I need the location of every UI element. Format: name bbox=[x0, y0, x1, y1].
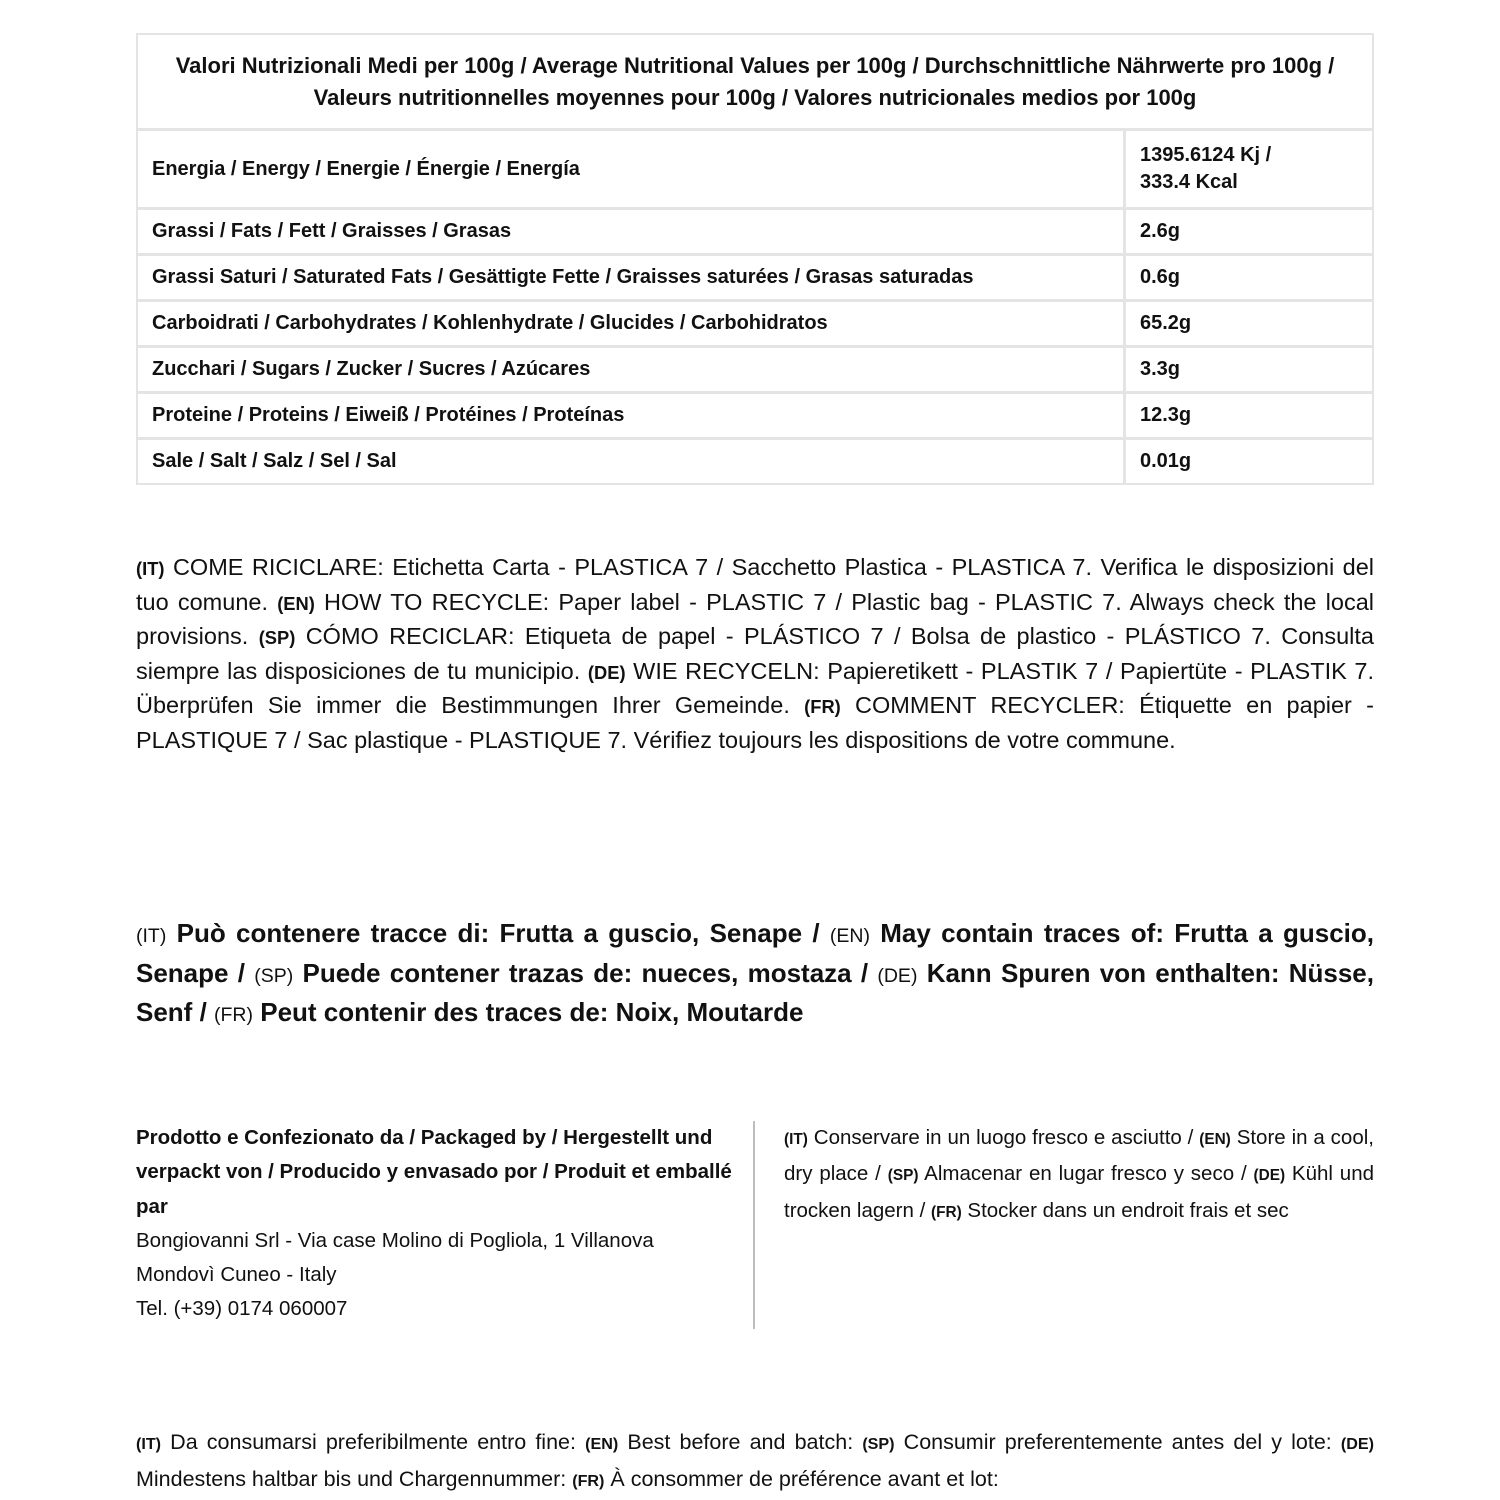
recycle-text-en: HOW TO RECYCLE: Paper label - PLASTIC 7 / Plastic bag - PLASTIC 7. Always check the local provisions. bbox=[136, 588, 1375, 649]
allergen-text-fr: Peut contenir des traces de: Noix, Moutarde bbox=[253, 997, 804, 1027]
lang-tag-sp: (SP) bbox=[254, 964, 294, 987]
nutrient-value: 3.3g bbox=[1125, 347, 1374, 393]
table-row-saturated-fats bbox=[137, 255, 1373, 301]
lang-tag-de: (DE) bbox=[587, 661, 626, 683]
lang-tag-de: (DE) bbox=[1340, 1435, 1374, 1453]
allergen-text-sp: Puede contener trazas de: nueces, mostaza / bbox=[293, 957, 878, 988]
producer-heading: Prodotto e Confezionato da / Packaged by / Hergestellt und verpackt von / Producido y envasado por / Produit et emballé par bbox=[136, 1126, 732, 1218]
recycle-text-fr: COMMENT RECYCLER: Étiquette en papier - PLASTIQUE 7 / Sac plastique - PLASTIQUE 7. Vérifiez toujours les dispositions de votre commune. bbox=[136, 692, 1374, 753]
storage-text-en: Store in a cool, dry place / bbox=[784, 1126, 1374, 1186]
lang-tag-en: (EN) bbox=[1199, 1131, 1231, 1148]
producer-phone: Tel. (+39) 0174 060007 bbox=[136, 1297, 348, 1321]
nutrient-label: Zucchari / Sugars / Zucker / Sucres / Azúcares bbox=[137, 347, 1125, 393]
lang-tag-en: (EN) bbox=[277, 592, 315, 614]
lang-tag-it: (IT) bbox=[136, 925, 167, 947]
storage-text-de: Kühl und trocken lagern / bbox=[784, 1162, 1374, 1222]
storage-instructions bbox=[784, 1121, 1374, 1230]
allergen-text-de: Kann Spuren von enthalten: Nüsse, Senf / bbox=[136, 957, 1374, 1027]
lang-tag-sp: (SP) bbox=[887, 1167, 919, 1185]
lang-tag-fr: (FR) bbox=[931, 1203, 962, 1221]
lang-tag-de: (DE) bbox=[877, 964, 918, 987]
best-before-notice bbox=[136, 1425, 1374, 1498]
nutrient-value: 0.01g bbox=[1125, 439, 1374, 485]
lang-tag-fr: (FR) bbox=[804, 696, 841, 717]
lang-tag-it: (IT) bbox=[136, 558, 165, 579]
best-before-text-it: Da consumarsi preferibilmente entro fine: bbox=[161, 1430, 586, 1454]
nutrient-value: 2.6g bbox=[1125, 209, 1374, 255]
energy-kcal: 333.4 Kcal bbox=[1140, 171, 1238, 193]
nutrient-value bbox=[1125, 130, 1374, 209]
recycling-instructions bbox=[136, 551, 1374, 757]
allergen-text-it: Può contenere tracce di: Frutta a guscio, Senape / bbox=[166, 918, 830, 948]
table-row-carbohydrates bbox=[137, 301, 1373, 347]
recycle-text-sp: CÓMO RECICLAR: Etiqueta de papel - PLÁSTICO 7 / Bolsa de plastico - PLÁSTICO 7. Consulta siempre las disposiciones de tu municipio. bbox=[136, 623, 1374, 684]
nutrient-label: Proteine / Proteins / Eiweiß / Protéines / Proteínas bbox=[137, 393, 1125, 439]
table-row-energy bbox=[137, 130, 1373, 209]
allergen-warning bbox=[136, 915, 1374, 1034]
nutrition-table-header: Valori Nutrizionali Medi per 100g / Average Nutritional Values per 100g / Durchschnittliche Nährwerte pro 100g / Valeurs nutritionnelles moyennes pour 100g / Valores nutricionales medios por 100g bbox=[137, 34, 1373, 130]
best-before-text-en: Best before and batch: bbox=[618, 1430, 863, 1454]
best-before-text-fr: À consommer de préférence avant et lot: bbox=[604, 1466, 999, 1491]
nutrient-value: 65.2g bbox=[1125, 301, 1374, 347]
nutrient-label: Sale / Salt / Salz / Sel / Sal bbox=[137, 439, 1125, 485]
lang-tag-en: (EN) bbox=[829, 925, 870, 947]
storage-text-sp: Almacenar en lugar fresco y seco / bbox=[918, 1162, 1254, 1186]
nutrient-label: Energia / Energy / Energie / Énergie / Energía bbox=[137, 130, 1125, 209]
energy-kj: 1395.6124 Kj / bbox=[1140, 144, 1272, 166]
lang-tag-fr: (FR) bbox=[572, 1471, 605, 1490]
table-row-proteins bbox=[137, 393, 1373, 439]
lang-tag-it: (IT) bbox=[784, 1131, 808, 1148]
producer-address: Bongiovanni Srl - Via case Molino di Pogliola, 1 Villanova Mondovì Cuneo - Italy bbox=[136, 1228, 654, 1287]
recycle-text-de: WIE RECYCELN: Papieretikett - PLASTIK 7 / Papiertüte - PLASTIK 7. Überprüfen Sie immer die Bestimmungen Ihrer Gemeinde. bbox=[136, 657, 1374, 718]
storage-text-it: Conservare in un luogo fresco e asciutto / bbox=[807, 1126, 1200, 1149]
label-page bbox=[136, 33, 1375, 1491]
table-row-fats bbox=[137, 209, 1373, 255]
column-divider bbox=[753, 1121, 755, 1329]
table-row-salt bbox=[137, 439, 1373, 485]
nutrient-label: Carboidrati / Carbohydrates / Kohlenhydrate / Glucides / Carbohidratos bbox=[137, 301, 1125, 347]
lang-tag-it: (IT) bbox=[136, 1435, 162, 1453]
lang-tag-en: (EN) bbox=[585, 1435, 619, 1453]
lang-tag-de: (DE) bbox=[1253, 1167, 1286, 1185]
nutrient-label: Grassi Saturi / Saturated Fats / Gesättigte Fette / Graisses saturées / Grasas saturadas bbox=[137, 255, 1125, 301]
nutrition-table bbox=[136, 33, 1374, 485]
table-row-sugars bbox=[137, 347, 1373, 393]
recycle-text-it: COME RICICLARE: Etichetta Carta - PLASTICA 7 / Sacchetto Plastica - PLASTICA 7. Verifica le disposizioni del tuo comune. bbox=[136, 554, 1374, 615]
nutrient-value: 12.3g bbox=[1125, 393, 1374, 439]
best-before-text-sp: Consumir preferentemente antes del y lote: bbox=[894, 1430, 1341, 1454]
producer-info bbox=[136, 1121, 736, 1327]
lang-tag-fr: (FR) bbox=[214, 1004, 253, 1026]
lang-tag-sp: (SP) bbox=[862, 1435, 895, 1453]
nutrient-label: Grassi / Fats / Fett / Graisses / Grasas bbox=[137, 209, 1125, 255]
best-before-text-de: Mindestens haltbar bis und Chargennummer: bbox=[136, 1466, 573, 1491]
allergen-text-en: May contain traces of: Frutta a guscio, Senape / bbox=[136, 918, 1374, 988]
nutrient-value: 0.6g bbox=[1125, 255, 1374, 301]
storage-text-fr: Stocker dans un endroit frais et sec bbox=[961, 1198, 1289, 1222]
lang-tag-sp: (SP) bbox=[258, 627, 296, 648]
producer-storage-section bbox=[136, 1121, 1374, 1331]
